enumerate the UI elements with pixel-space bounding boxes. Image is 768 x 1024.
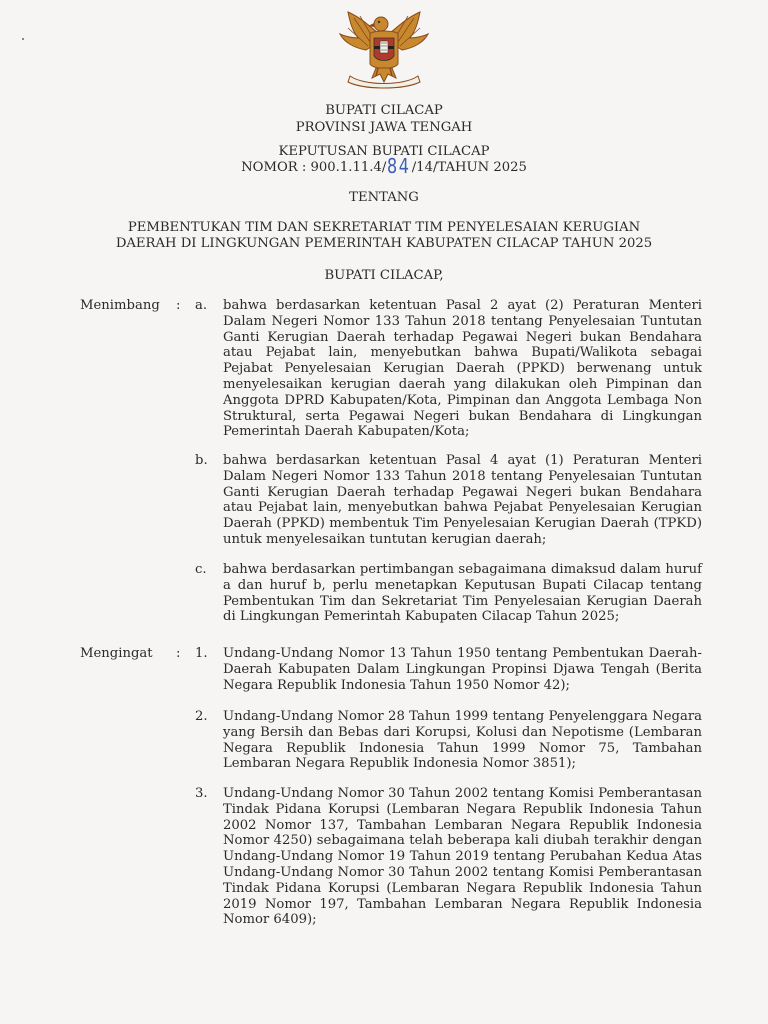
menimbang-colon: : — [176, 298, 181, 313]
decree-number-suffix: /14/TAHUN 2025 — [411, 160, 527, 175]
garuda-emblem-icon — [334, 8, 434, 90]
item-marker: b. — [195, 453, 208, 468]
item-marker: 3. — [195, 786, 208, 801]
subject-line-1: PEMBENTUKAN TIM DAN SEKRETARIAT TIM PENYELESAIAN KERUGIAN — [127, 220, 641, 235]
item-text: bahwa berdasarkan ketentuan Pasal 2 ayat (2) Peraturan Menteri Dalam Negeri Nomor 133 Tahun 2018 tentang Penyelesaian Tuntutan Ganti Kerugian Daerah terhadap Pegawai Negeri bukan Bendahara atau Pejabat lain, menyebutkan bahwa Bupati/Walikota sebagai Pejabat Penyelesaian Kerugian Daerah (PPKD) berwenang untuk menyelesaikan kerugian daerah yang dilakukan oleh Pimpinan dan Anggota DPRD Kabupaten/Kota, Pimpinan dan Anggota Lembaga Non Struktural, serta Pegawai Negeri bukan Bendahara di Lingkungan Pemerintah Daerah Kabupaten/Kota; — [223, 298, 702, 440]
decree-title: KEPUTUSAN BUPATI CILACAP — [278, 144, 490, 159]
mengingat-label: Mengingat — [80, 646, 153, 661]
scan-speck — [22, 38, 24, 40]
mengingat-colon: : — [176, 646, 181, 661]
item-text: bahwa berdasarkan pertimbangan sebagaimana dimaksud dalam huruf a dan huruf b, perlu menetapkan Keputusan Bupati Cilacap tentang Pembentukan Tim dan Sekretariat Tim Penyelesaian Kerugian Daerah di Lingkungan Pemerintah Kabupaten Cilacap Tahun 2025; — [223, 562, 702, 625]
item-marker: a. — [195, 298, 208, 313]
item-text: Undang-Undang Nomor 13 Tahun 1950 tentang Pembentukan Daerah-Daerah Kabupaten Dalam Lingkungan Propinsi Djawa Tengah (Berita Negara Republik Indonesia Tahun 1950 Nomor 42); — [223, 646, 702, 693]
decree-number — [0, 154, 768, 178]
province-title: PROVINSI JAWA TENGAH — [295, 120, 473, 135]
issuer-heading: BUPATI CILACAP, — [324, 268, 444, 283]
decree-number-handwritten: 84 — [387, 154, 411, 178]
item-marker: c. — [195, 562, 207, 577]
item-text: Undang-Undang Nomor 30 Tahun 2002 tentang Komisi Pemberantasan Tindak Pidana Korupsi (Lembaran Negara Republik Indonesia Tahun 2002 Nomor 137, Tambahan Lembaran Negara Republik Indonesia Nomor 4250) sebagaimana telah beberapa kali diubah terakhir dengan Undang-Undang Nomor 19 Tahun 2019 tentang Perubahan Kedua Atas Undang-Undang Nomor 30 Tahun 2002 tentang Komisi Pemberantasan Tindak Pidana Korupsi (Lembaran Negara Republik Indonesia Tahun 2019 Nomor 197, Tambahan Lembaran Negara Republik Indonesia Nomor 6409); — [223, 786, 702, 928]
item-text: Undang-Undang Nomor 28 Tahun 1999 tentang Penyelenggara Negara yang Bersih dan Bebas dari Korupsi, Kolusi dan Nepotisme (Lembaran Negara Republik Indonesia Tahun 1999 Nomor 75, Tambahan Lembaran Negara Republik Indonesia Nomor 3851); — [223, 709, 702, 772]
item-text: bahwa berdasarkan ketentuan Pasal 4 ayat (1) Peraturan Menteri Dalam Negeri Nomor 133 Tahun 2018 tentang Penyelesaian Tuntutan Ganti Kerugian Daerah terhadap Pegawai Negeri bukan Bendahara atau Pejabat lain, menyebutkan bahwa Pejabat Penyelesaian Kerugian Daerah (PPKD) membentuk Tim Penyelesaian Kerugian Daerah (TPKD) untuk menyelesaikan tuntutan kerugian daerah; — [223, 453, 702, 547]
item-marker: 1. — [195, 646, 208, 661]
decree-number-prefix: NOMOR : 900.1.11.4/ — [241, 160, 387, 175]
subject-line-2: DAERAH DI LINGKUNGAN PEMERINTAH KABUPATEN CILACAP TAHUN 2025 — [115, 236, 653, 251]
regent-title: BUPATI CILACAP — [325, 103, 443, 118]
menimbang-label: Menimbang — [80, 298, 160, 313]
about-heading: TENTANG — [349, 190, 419, 205]
item-marker: 2. — [195, 709, 208, 724]
